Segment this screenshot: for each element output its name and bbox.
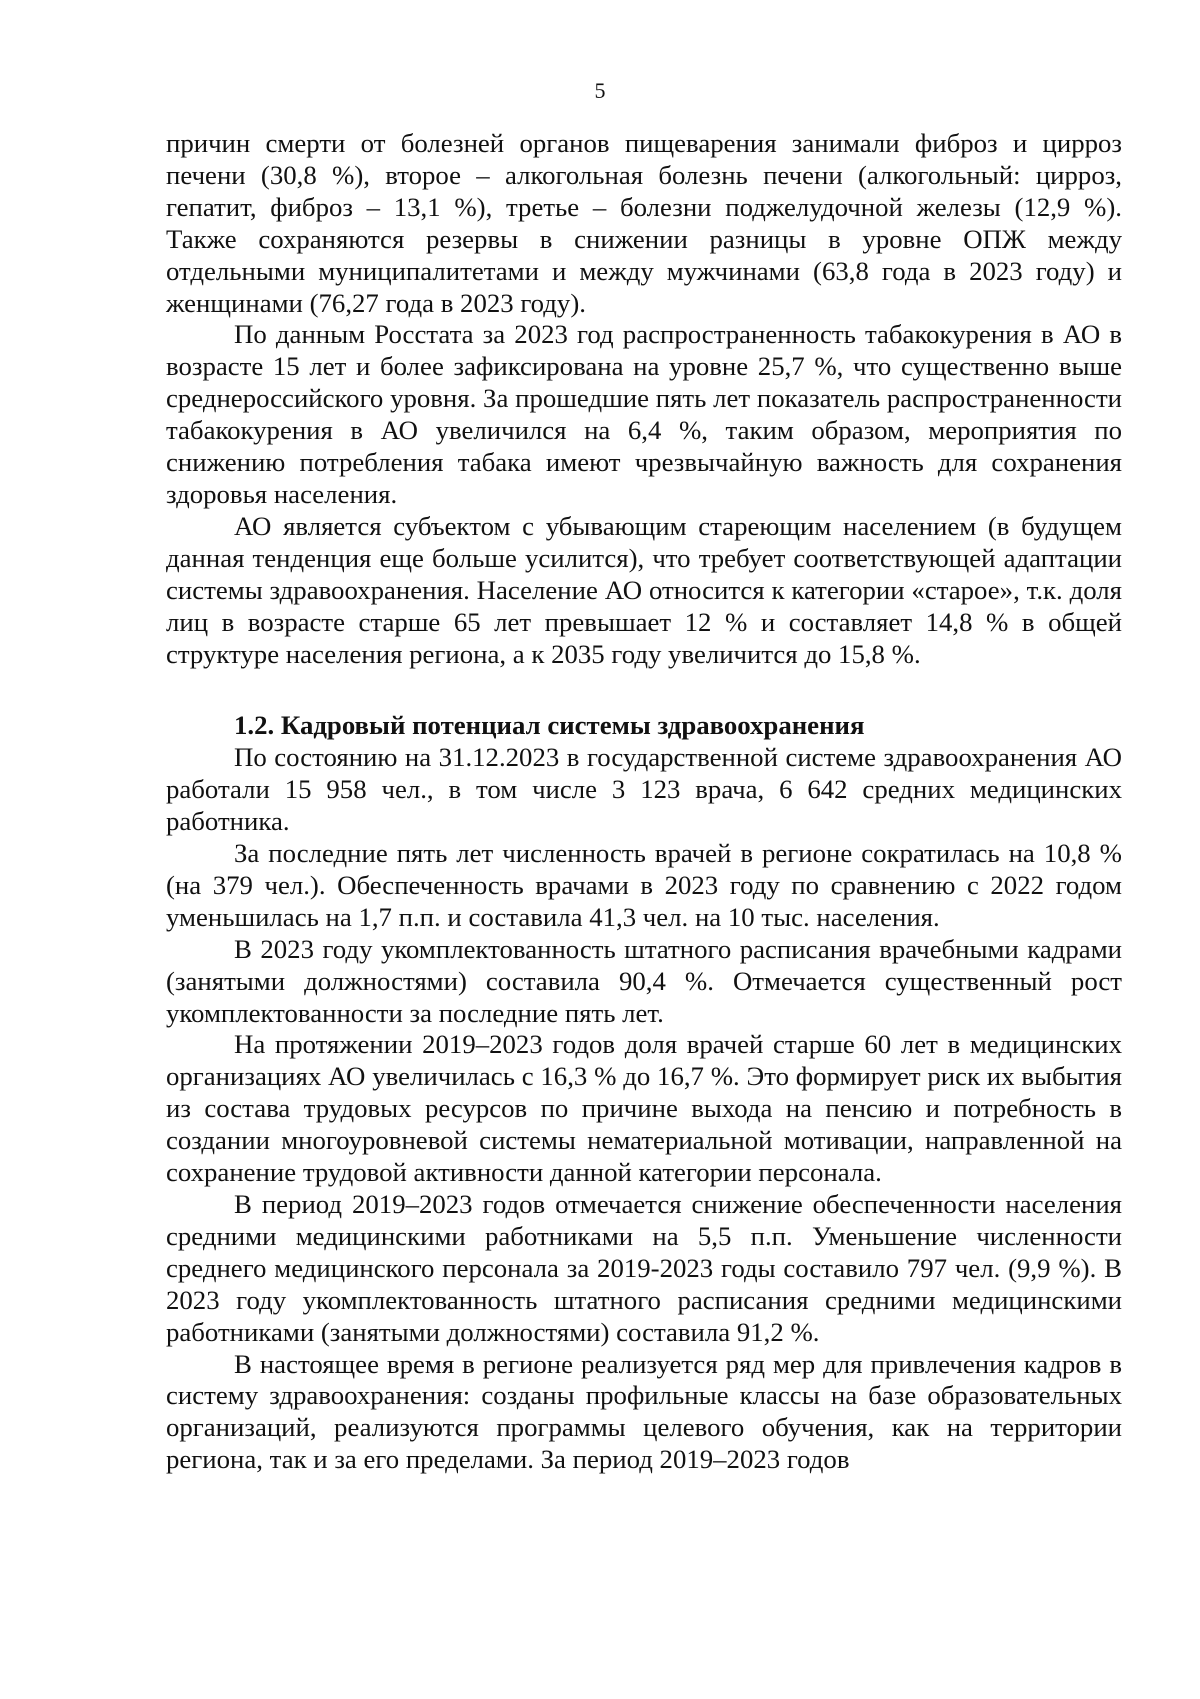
- paragraph-aging-population: АО является субъектом с убывающим стареющим населением (в будущем данная тенденция еще больше усилится), что требует соответствующей адаптации системы здравоохранения. Население АО относится к категории «старое», т.к. доля лиц в возрасте старше 65 лет превышает 12 % и составляет 14,8 % в общей структуре населения региона, а к 2035 году увеличится до 15,8 %.: [166, 510, 1122, 669]
- paragraph-staffing-level: В 2023 году укомплектованность штатного расписания врачебными кадрами (занятыми должностями) составила 90,4 %. Отмечается существенный рост укомплектованности за последние пять лет.: [166, 933, 1122, 1028]
- paragraph-older-doctors: На протяжении 2019–2023 годов доля врачей старше 60 лет в медицинских организациях АО увеличилась с 16,3 % до 16,7 %. Это формирует риск их выбытия из состава трудовых ресурсов по причине выхода на пенсию и потребность в создании многоуровневой системы нематериальной мотивации, направленной на сохранение трудовой активности данной категории персонала.: [166, 1029, 1122, 1188]
- paragraph-staff-count: По состоянию на 31.12.2023 в государственной системе здравоохранения АО работали 15 958 чел., в том числе 3 123 врача, 6 642 средних медицинских работника.: [166, 742, 1122, 837]
- paragraph-tobacco: По данным Росстата за 2023 год распространенность табакокурения в АО в возрасте 15 лет и более зафиксирована на уровне 25,7 %, что существенно выше среднероссийского уровня. За прошедшие пять лет показатель распространенности табакокурения в АО увеличился на 6,4 %, таким образом, мероприятия по снижению потребления табака имеют чрезвычайную важность для сохранения здоровья населения.: [166, 319, 1122, 509]
- paragraph-doctor-decline: За последние пять лет численность врачей в регионе сократилась на 10,8 % (на 379 чел.). Обеспеченность врачами в 2023 году по сравнению с 2022 годом уменьшилась на 1,7 п.п. и составила 41,3 чел. на 10 тыс. населения.: [166, 838, 1122, 932]
- page-number: 5: [594, 78, 606, 103]
- paragraph-recruitment-measures: В настоящее время в регионе реализуется ряд мер для привлечения кадров в систему здравоохранения: созданы профильные классы на базе образовательных организаций, реализуются программы целевого обучения, как на территории региона, так и за его пределами. За период 2019–2023 годов: [166, 1348, 1122, 1475]
- paragraph-nursing-staff: В период 2019–2023 годов отмечается снижение обеспеченности населения средними медицинскими работниками на 5,5 п.п. Уменьшение численности среднего медицинского персонала за 2019-2023 годы составило 797 чел. (9,9 %). В 2023 году укомплектованность штатного расписания средними медицинскими работниками (занятыми должностями) составила 91,2 %.: [166, 1189, 1122, 1347]
- paragraph-mortality-causes: причин смерти от болезней органов пищеварения занимали фиброз и цирроз печени (30,8 %), второе – алкогольная болезнь печени (алкогольный: цирроз, гепатит, фиброз – 13,1 %), третье – болезни поджелудочной железы (12,9 %). Также сохраняются резервы в снижении разницы в уровне ОПЖ между отдельными муниципалитетами и между мужчинами (63,8 года в 2023 году) и женщинами (76,27 года в 2023 году).: [166, 128, 1122, 318]
- section-heading: 1.2. Кадровый потенциал системы здравоохранения: [234, 710, 865, 741]
- document-body: [166, 128, 1122, 1476]
